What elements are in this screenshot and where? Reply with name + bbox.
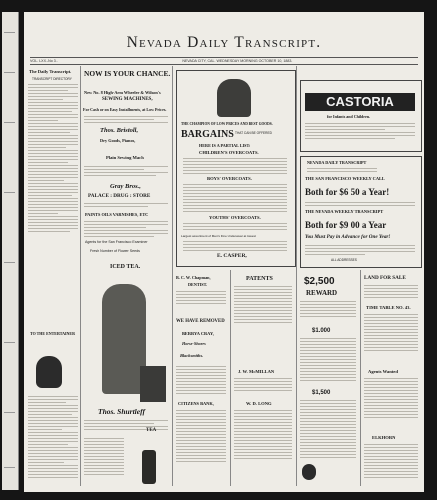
masthead: Nevada Daily Transcript. [126, 34, 322, 51]
sewing-machines-heading: SEWING MACHINES, [102, 97, 153, 102]
castoria-title: CASTORIA [305, 93, 415, 111]
mcmillan-heading: J. W. McMILLAN [238, 369, 275, 374]
reward-heading: REWARD [306, 289, 338, 297]
text-block [84, 203, 168, 209]
price-list [183, 184, 287, 214]
casper-clothing-ad [176, 70, 296, 267]
text-block [28, 396, 78, 480]
text-block [84, 166, 168, 178]
dentist-label: DENTIST. [188, 282, 208, 287]
casper-signature: E. CASPER, [217, 253, 247, 259]
weekly-transcript: THE NEVADA WEEKLY TRANSCRIPT [305, 209, 384, 214]
text-block [305, 123, 415, 141]
agents-wanted-heading: Agents Wanted [368, 369, 398, 374]
reward-amount-3: $1,500 [312, 390, 331, 396]
text-block [176, 366, 226, 396]
adjacent-page-edge [2, 12, 19, 490]
text-block [364, 378, 418, 420]
teapot-illustration [140, 366, 166, 402]
column-2 [82, 66, 170, 486]
bottom-column-1 [174, 274, 228, 484]
face-illustration [302, 464, 316, 480]
newspaper-page [24, 12, 424, 492]
champion-line: THE CHAMPION OF LOW PRICES AND BEST GOODS. [181, 122, 273, 126]
reward-amount-2: $1.000 [312, 328, 331, 334]
bargains-heading: BARGAINS [181, 129, 234, 140]
text-block [305, 245, 415, 257]
text-block [183, 241, 287, 253]
directory-heading: TRANSCRIPT DIRECTORY [32, 77, 72, 81]
land-for-sale-heading: LAND FOR SALE [364, 275, 406, 281]
horse-shoers: Horse-Shoers [182, 341, 206, 346]
sf-weekly-call: THE SAN FRANCISCO WEEKLY CALL [305, 176, 385, 181]
text-block [176, 291, 226, 306]
text-block [300, 301, 356, 319]
removed-heading: WE HAVE REMOVED [176, 319, 225, 324]
palace-drug-store: PALACE : DRUG : STORE [88, 193, 151, 199]
column-rule [172, 66, 173, 486]
dateline [30, 57, 418, 65]
shurtleff-heading: Thos. Shurtleff [98, 407, 145, 416]
text-block [364, 285, 418, 300]
iced-tea-heading: ICED TEA. [110, 264, 141, 270]
citizens-bank: CITIZENS BANK, [178, 401, 214, 406]
offer-two: Both for $9 00 a Year [305, 220, 387, 230]
price-list [183, 158, 287, 176]
text-block [364, 444, 418, 480]
portrait-illustration [217, 79, 251, 117]
gray-bros-heading: Gray Bros., [110, 183, 141, 190]
date-text: NEVADA CITY, CAL. WEDNESDAY MORNING OCTOBER 10, 1883. [182, 59, 293, 63]
subscription-title: NEVADA DAILY TRANSCRIPT [307, 160, 367, 165]
column-rule [360, 270, 361, 486]
bottom-column-3 [298, 274, 358, 484]
bargains-subline: THAT CAN BE OFFERED [235, 131, 272, 135]
bottom-column-2 [232, 274, 294, 484]
fresh-seeds-line: Fresh Number of Flower Seeds [90, 249, 140, 253]
bottle-illustration [142, 450, 156, 484]
boys-overcoats: BOYS' OVERCOATS. [207, 176, 252, 181]
sewing-terms-line: For Cash or on Easy Installments, at Low Prices. [83, 107, 167, 112]
price-list [183, 223, 287, 232]
column-rule [230, 270, 231, 486]
all-addresses: ALL ADDRESSES [331, 258, 357, 262]
pay-in-advance: You Must Pay in Advance for One Year! [305, 234, 391, 240]
text-block [234, 378, 292, 393]
text-block [84, 438, 124, 477]
text-block [28, 84, 78, 234]
now-is-your-chance-title: NOW IS YOUR CHANCE. [84, 69, 171, 78]
text-block [234, 286, 292, 325]
castoria-subtitle: for Infants and Children. [327, 114, 370, 119]
blacksmiths: Blacksmiths. [180, 353, 204, 358]
dry-goods-line: Dry Goods, Pianos, [100, 138, 136, 143]
offer-one: Both for $6 50 a Year! [305, 187, 390, 197]
text-block [300, 338, 356, 383]
elkhorn-heading: ELKHORN [372, 435, 396, 440]
plain-sewing-line: Plain Sewing Mach [106, 155, 144, 160]
time-table-heading: TIME TABLE NO. 43. [366, 305, 411, 310]
column-heading: The Daily Transcript. [29, 69, 72, 74]
long-heading: W. D. LONG [246, 401, 272, 406]
reward-amount: $2,500 [304, 276, 335, 287]
text-block [307, 168, 377, 174]
castoria-ad [300, 80, 422, 152]
bottom-column-4 [362, 274, 420, 484]
cray-heading: BERRYA CRAY, [182, 331, 214, 336]
column-1 [28, 66, 78, 486]
text-block [300, 400, 356, 460]
paints-line: PAINTS OILS VARNISHES, ETC [85, 212, 149, 217]
text-block [84, 116, 168, 125]
text-block [84, 221, 168, 239]
text-block [305, 202, 415, 208]
partial-list-heading: HERE IS A PARTIAL LIST: [199, 143, 251, 148]
childrens-overcoats: CHILDREN'S OVERCOATS. [199, 150, 259, 155]
agents-line: Agents for the San Francisco Examiner [85, 240, 148, 244]
underwear-line: Largest assortment of Men's Fine Underwear at lowest [181, 234, 256, 238]
chapman-heading: B. C. W. Chapman, [176, 275, 211, 280]
portrait-illustration [36, 356, 62, 388]
price-text [417, 59, 418, 63]
text-block [234, 410, 292, 461]
entertainer-heading: TO THE ENTERTAINER [30, 331, 75, 336]
tea-label: TEA [146, 428, 157, 433]
column-rule [296, 66, 297, 486]
youths-overcoats: YOUTHS' OVERCOATS. [209, 215, 261, 220]
column-rule [80, 66, 81, 486]
sewing-machine-ad-line: New No. 8 High-Arm Wheeler & Wilson's [84, 90, 161, 95]
bristoll-heading: Thos. Bristoll, [100, 127, 139, 134]
volume-number: VOL. LXX.-No 3.. [30, 59, 58, 63]
text-block [176, 410, 226, 464]
patents-heading: PATENTS [246, 276, 273, 282]
timetable-rows [364, 314, 418, 353]
subscription-ad [300, 156, 422, 268]
